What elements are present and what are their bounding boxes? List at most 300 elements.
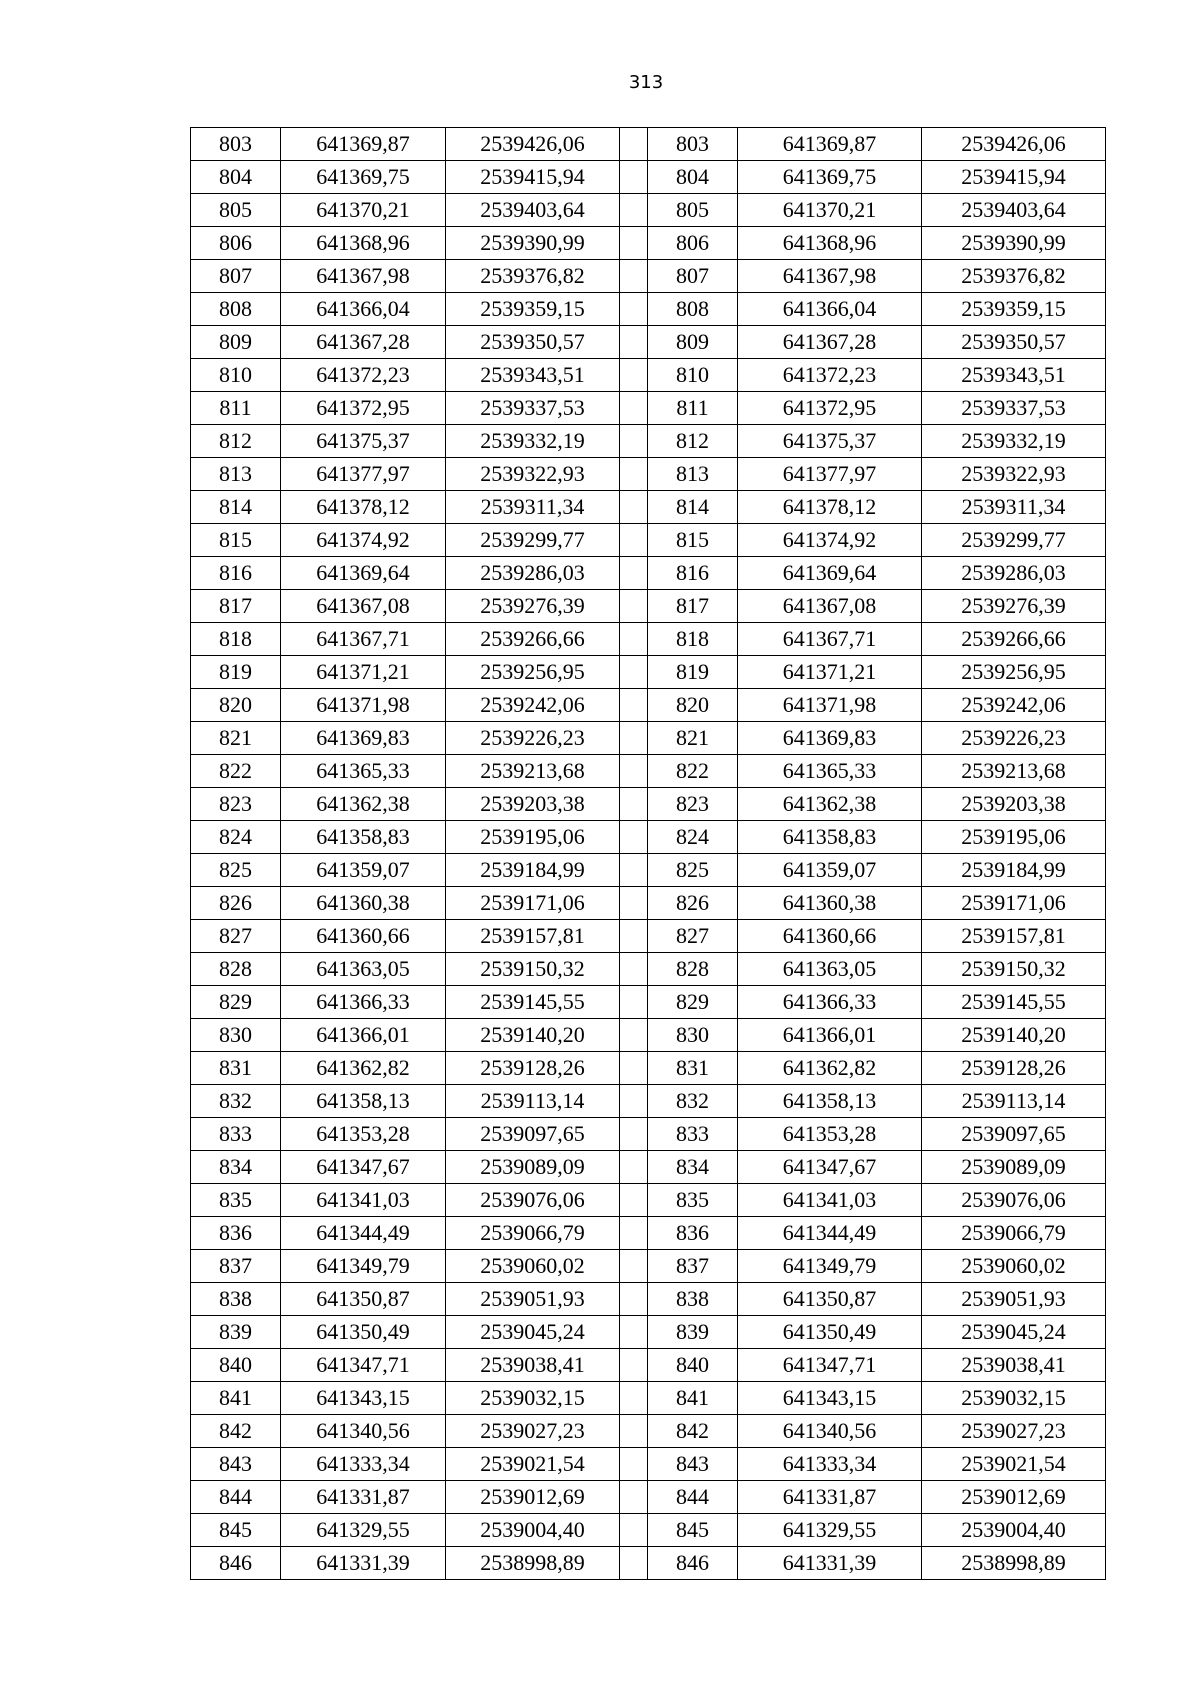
point-number-cell: 823	[648, 788, 738, 821]
x-coordinate-cell: 641359,07	[738, 854, 922, 887]
y-coordinate-cell: 2539337,53	[446, 392, 620, 425]
y-coordinate-cell: 2539066,79	[446, 1217, 620, 1250]
point-number-cell: 830	[648, 1019, 738, 1052]
spacer-cell	[620, 1448, 648, 1481]
point-number-cell: 812	[191, 425, 281, 458]
table-row	[191, 1514, 1106, 1547]
x-coordinate-cell: 641374,92	[281, 524, 446, 557]
spacer-cell	[620, 227, 648, 260]
point-number-cell: 824	[648, 821, 738, 854]
point-number-cell: 823	[191, 788, 281, 821]
spacer-cell	[620, 194, 648, 227]
point-number-cell: 803	[648, 128, 738, 161]
point-number-cell: 841	[191, 1382, 281, 1415]
page-number: 313	[628, 72, 664, 93]
point-number-cell: 816	[191, 557, 281, 590]
x-coordinate-cell: 641366,04	[281, 293, 446, 326]
x-coordinate-cell: 641366,33	[281, 986, 446, 1019]
x-coordinate-cell: 641378,12	[281, 491, 446, 524]
spacer-cell	[620, 1217, 648, 1250]
spacer-cell	[620, 1316, 648, 1349]
point-number-cell: 834	[648, 1151, 738, 1184]
point-number-cell: 814	[191, 491, 281, 524]
point-number-cell: 835	[191, 1184, 281, 1217]
y-coordinate-cell: 2539359,15	[922, 293, 1106, 326]
point-number-cell: 811	[191, 392, 281, 425]
x-coordinate-cell: 641372,23	[281, 359, 446, 392]
point-number-cell: 829	[648, 986, 738, 1019]
x-coordinate-cell: 641371,21	[738, 656, 922, 689]
point-number-cell: 813	[191, 458, 281, 491]
x-coordinate-cell: 641353,28	[281, 1118, 446, 1151]
y-coordinate-cell: 2539242,06	[446, 689, 620, 722]
y-coordinate-cell: 2539337,53	[922, 392, 1106, 425]
point-number-cell: 844	[191, 1481, 281, 1514]
y-coordinate-cell: 2539390,99	[446, 227, 620, 260]
point-number-cell: 843	[648, 1448, 738, 1481]
y-coordinate-cell: 2539051,93	[922, 1283, 1106, 1316]
x-coordinate-cell: 641368,96	[738, 227, 922, 260]
y-coordinate-cell: 2539145,55	[446, 986, 620, 1019]
x-coordinate-cell: 641369,75	[738, 161, 922, 194]
table-row	[191, 491, 1106, 524]
y-coordinate-cell: 2539286,03	[446, 557, 620, 590]
y-coordinate-cell: 2539045,24	[922, 1316, 1106, 1349]
table-row	[191, 986, 1106, 1019]
x-coordinate-cell: 641372,95	[738, 392, 922, 425]
x-coordinate-cell: 641329,55	[738, 1514, 922, 1547]
x-coordinate-cell: 641367,28	[738, 326, 922, 359]
x-coordinate-cell: 641366,01	[281, 1019, 446, 1052]
point-number-cell: 815	[191, 524, 281, 557]
x-coordinate-cell: 641377,97	[281, 458, 446, 491]
x-coordinate-cell: 641367,71	[738, 623, 922, 656]
table-row	[191, 425, 1106, 458]
y-coordinate-cell: 2539403,64	[446, 194, 620, 227]
y-coordinate-cell: 2539097,65	[446, 1118, 620, 1151]
table-row	[191, 1448, 1106, 1481]
y-coordinate-cell: 2539157,81	[446, 920, 620, 953]
y-coordinate-cell: 2539032,15	[922, 1382, 1106, 1415]
x-coordinate-cell: 641349,79	[281, 1250, 446, 1283]
table-row	[191, 689, 1106, 722]
y-coordinate-cell: 2539032,15	[446, 1382, 620, 1415]
x-coordinate-cell: 641362,82	[738, 1052, 922, 1085]
x-coordinate-cell: 641344,49	[281, 1217, 446, 1250]
point-number-cell: 844	[648, 1481, 738, 1514]
y-coordinate-cell: 2539150,32	[446, 953, 620, 986]
x-coordinate-cell: 641333,34	[738, 1448, 922, 1481]
point-number-cell: 820	[191, 689, 281, 722]
point-number-cell: 817	[191, 590, 281, 623]
y-coordinate-cell: 2539403,64	[922, 194, 1106, 227]
x-coordinate-cell: 641329,55	[281, 1514, 446, 1547]
y-coordinate-cell: 2539145,55	[922, 986, 1106, 1019]
table-row	[191, 1349, 1106, 1382]
spacer-cell	[620, 1184, 648, 1217]
x-coordinate-cell: 641366,33	[738, 986, 922, 1019]
y-coordinate-cell: 2539184,99	[922, 854, 1106, 887]
spacer-cell	[620, 1415, 648, 1448]
table-row	[191, 656, 1106, 689]
y-coordinate-cell: 2539066,79	[922, 1217, 1106, 1250]
point-number-cell: 819	[648, 656, 738, 689]
table-row	[191, 1151, 1106, 1184]
point-number-cell: 833	[191, 1118, 281, 1151]
x-coordinate-cell: 641368,96	[281, 227, 446, 260]
y-coordinate-cell: 2539415,94	[446, 161, 620, 194]
y-coordinate-cell: 2539027,23	[446, 1415, 620, 1448]
spacer-cell	[620, 260, 648, 293]
point-number-cell: 839	[648, 1316, 738, 1349]
x-coordinate-cell: 641365,33	[281, 755, 446, 788]
spacer-cell	[620, 293, 648, 326]
spacer-cell	[620, 1085, 648, 1118]
point-number-cell: 819	[191, 656, 281, 689]
table-row	[191, 1085, 1106, 1118]
spacer-cell	[620, 392, 648, 425]
y-coordinate-cell: 2539051,93	[446, 1283, 620, 1316]
y-coordinate-cell: 2539060,02	[922, 1250, 1106, 1283]
table-row	[191, 1547, 1106, 1580]
table-row	[191, 887, 1106, 920]
point-number-cell: 807	[191, 260, 281, 293]
spacer-cell	[620, 986, 648, 1019]
y-coordinate-cell: 2539038,41	[922, 1349, 1106, 1382]
x-coordinate-cell: 641344,49	[738, 1217, 922, 1250]
spacer-cell	[620, 161, 648, 194]
table-row	[191, 557, 1106, 590]
point-number-cell: 826	[648, 887, 738, 920]
y-coordinate-cell: 2539256,95	[446, 656, 620, 689]
point-number-cell: 845	[648, 1514, 738, 1547]
x-coordinate-cell: 641372,95	[281, 392, 446, 425]
table-row	[191, 953, 1106, 986]
point-number-cell: 831	[648, 1052, 738, 1085]
spacer-cell	[620, 1019, 648, 1052]
x-coordinate-cell: 641359,07	[281, 854, 446, 887]
table-row	[191, 1019, 1106, 1052]
point-number-cell: 835	[648, 1184, 738, 1217]
spacer-cell	[620, 1349, 648, 1382]
table-row	[191, 458, 1106, 491]
point-number-cell: 833	[648, 1118, 738, 1151]
x-coordinate-cell: 641333,34	[281, 1448, 446, 1481]
spacer-cell	[620, 623, 648, 656]
y-coordinate-cell: 2539350,57	[446, 326, 620, 359]
point-number-cell: 816	[648, 557, 738, 590]
x-coordinate-cell: 641340,56	[281, 1415, 446, 1448]
point-number-cell: 838	[648, 1283, 738, 1316]
y-coordinate-cell: 2539027,23	[922, 1415, 1106, 1448]
table-row	[191, 920, 1106, 953]
spacer-cell	[620, 656, 648, 689]
point-number-cell: 840	[191, 1349, 281, 1382]
point-number-cell: 826	[191, 887, 281, 920]
y-coordinate-cell: 2539097,65	[922, 1118, 1106, 1151]
y-coordinate-cell: 2539266,66	[446, 623, 620, 656]
point-number-cell: 821	[191, 722, 281, 755]
y-coordinate-cell: 2539286,03	[922, 557, 1106, 590]
spacer-cell	[620, 788, 648, 821]
x-coordinate-cell: 641378,12	[738, 491, 922, 524]
y-coordinate-cell: 2539150,32	[922, 953, 1106, 986]
y-coordinate-cell: 2539012,69	[446, 1481, 620, 1514]
x-coordinate-cell: 641366,04	[738, 293, 922, 326]
point-number-cell: 810	[648, 359, 738, 392]
y-coordinate-cell: 2539195,06	[446, 821, 620, 854]
point-number-cell: 820	[648, 689, 738, 722]
y-coordinate-cell: 2539089,09	[446, 1151, 620, 1184]
point-number-cell: 822	[648, 755, 738, 788]
spacer-cell	[620, 821, 648, 854]
table-row	[191, 1481, 1106, 1514]
point-number-cell: 821	[648, 722, 738, 755]
y-coordinate-cell: 2539276,39	[922, 590, 1106, 623]
y-coordinate-cell: 2539322,93	[446, 458, 620, 491]
y-coordinate-cell: 2539426,06	[446, 128, 620, 161]
y-coordinate-cell: 2539060,02	[446, 1250, 620, 1283]
point-number-cell: 828	[648, 953, 738, 986]
table-row	[191, 1052, 1106, 1085]
point-number-cell: 843	[191, 1448, 281, 1481]
x-coordinate-cell: 641362,38	[738, 788, 922, 821]
y-coordinate-cell: 2539140,20	[446, 1019, 620, 1052]
spacer-cell	[620, 1052, 648, 1085]
x-coordinate-cell: 641350,49	[281, 1316, 446, 1349]
table-row	[191, 1217, 1106, 1250]
point-number-cell: 827	[648, 920, 738, 953]
point-number-cell: 808	[191, 293, 281, 326]
point-number-cell: 822	[191, 755, 281, 788]
x-coordinate-cell: 641371,98	[281, 689, 446, 722]
spacer-cell	[620, 458, 648, 491]
point-number-cell: 829	[191, 986, 281, 1019]
x-coordinate-cell: 641367,08	[281, 590, 446, 623]
x-coordinate-cell: 641362,82	[281, 1052, 446, 1085]
x-coordinate-cell: 641358,13	[738, 1085, 922, 1118]
x-coordinate-cell: 641371,21	[281, 656, 446, 689]
x-coordinate-cell: 641374,92	[738, 524, 922, 557]
x-coordinate-cell: 641347,67	[281, 1151, 446, 1184]
y-coordinate-cell: 2539203,38	[446, 788, 620, 821]
x-coordinate-cell: 641367,98	[281, 260, 446, 293]
table-row	[191, 227, 1106, 260]
y-coordinate-cell: 2539089,09	[922, 1151, 1106, 1184]
x-coordinate-cell: 641371,98	[738, 689, 922, 722]
y-coordinate-cell: 2539415,94	[922, 161, 1106, 194]
point-number-cell: 805	[191, 194, 281, 227]
x-coordinate-cell: 641375,37	[281, 425, 446, 458]
x-coordinate-cell: 641331,39	[281, 1547, 446, 1580]
spacer-cell	[620, 1118, 648, 1151]
spacer-cell	[620, 491, 648, 524]
x-coordinate-cell: 641365,33	[738, 755, 922, 788]
x-coordinate-cell: 641377,97	[738, 458, 922, 491]
x-coordinate-cell: 641369,75	[281, 161, 446, 194]
x-coordinate-cell: 641358,83	[281, 821, 446, 854]
spacer-cell	[620, 557, 648, 590]
table-row	[191, 755, 1106, 788]
y-coordinate-cell: 2539038,41	[446, 1349, 620, 1382]
y-coordinate-cell: 2539350,57	[922, 326, 1106, 359]
y-coordinate-cell: 2539128,26	[446, 1052, 620, 1085]
coordinates-table-body	[191, 128, 1106, 1580]
x-coordinate-cell: 641360,38	[738, 887, 922, 920]
point-number-cell: 846	[648, 1547, 738, 1580]
x-coordinate-cell: 641331,39	[738, 1547, 922, 1580]
table-row	[191, 722, 1106, 755]
point-number-cell: 824	[191, 821, 281, 854]
y-coordinate-cell: 2539332,19	[446, 425, 620, 458]
point-number-cell: 804	[648, 161, 738, 194]
spacer-cell	[620, 1382, 648, 1415]
point-number-cell: 815	[648, 524, 738, 557]
y-coordinate-cell: 2539157,81	[922, 920, 1106, 953]
y-coordinate-cell: 2539376,82	[922, 260, 1106, 293]
point-number-cell: 832	[191, 1085, 281, 1118]
x-coordinate-cell: 641350,49	[738, 1316, 922, 1349]
y-coordinate-cell: 2539332,19	[922, 425, 1106, 458]
point-number-cell: 811	[648, 392, 738, 425]
table-row	[191, 821, 1106, 854]
x-coordinate-cell: 641360,38	[281, 887, 446, 920]
y-coordinate-cell: 2539299,77	[922, 524, 1106, 557]
x-coordinate-cell: 641358,13	[281, 1085, 446, 1118]
table-row	[191, 1283, 1106, 1316]
point-number-cell: 804	[191, 161, 281, 194]
y-coordinate-cell: 2539076,06	[446, 1184, 620, 1217]
y-coordinate-cell: 2538998,89	[922, 1547, 1106, 1580]
y-coordinate-cell: 2539012,69	[922, 1481, 1106, 1514]
point-number-cell: 830	[191, 1019, 281, 1052]
table-row	[191, 1382, 1106, 1415]
y-coordinate-cell: 2539045,24	[446, 1316, 620, 1349]
point-number-cell: 806	[191, 227, 281, 260]
spacer-cell	[620, 1283, 648, 1316]
x-coordinate-cell: 641367,71	[281, 623, 446, 656]
y-coordinate-cell: 2539311,34	[922, 491, 1106, 524]
y-coordinate-cell: 2539226,23	[446, 722, 620, 755]
x-coordinate-cell: 641331,87	[738, 1481, 922, 1514]
x-coordinate-cell: 641367,08	[738, 590, 922, 623]
spacer-cell	[620, 854, 648, 887]
point-number-cell: 827	[191, 920, 281, 953]
point-number-cell: 837	[191, 1250, 281, 1283]
table-row	[191, 128, 1106, 161]
y-coordinate-cell: 2539343,51	[446, 359, 620, 392]
y-coordinate-cell: 2539213,68	[922, 755, 1106, 788]
spacer-cell	[620, 920, 648, 953]
x-coordinate-cell: 641366,01	[738, 1019, 922, 1052]
y-coordinate-cell: 2539171,06	[446, 887, 620, 920]
y-coordinate-cell: 2539171,06	[922, 887, 1106, 920]
spacer-cell	[620, 1481, 648, 1514]
spacer-cell	[620, 128, 648, 161]
table-row	[191, 1184, 1106, 1217]
table-row	[191, 1316, 1106, 1349]
point-number-cell: 842	[648, 1415, 738, 1448]
point-number-cell: 828	[191, 953, 281, 986]
spacer-cell	[620, 1514, 648, 1547]
x-coordinate-cell: 641331,87	[281, 1481, 446, 1514]
point-number-cell: 817	[648, 590, 738, 623]
point-number-cell: 807	[648, 260, 738, 293]
y-coordinate-cell: 2539128,26	[922, 1052, 1106, 1085]
y-coordinate-cell: 2539203,38	[922, 788, 1106, 821]
x-coordinate-cell: 641363,05	[281, 953, 446, 986]
x-coordinate-cell: 641375,37	[738, 425, 922, 458]
y-coordinate-cell: 2539276,39	[446, 590, 620, 623]
table-row	[191, 1118, 1106, 1151]
x-coordinate-cell: 641347,71	[281, 1349, 446, 1382]
x-coordinate-cell: 641367,28	[281, 326, 446, 359]
y-coordinate-cell: 2539343,51	[922, 359, 1106, 392]
x-coordinate-cell: 641370,21	[738, 194, 922, 227]
x-coordinate-cell: 641369,87	[281, 128, 446, 161]
point-number-cell: 836	[648, 1217, 738, 1250]
spacer-cell	[620, 326, 648, 359]
table-row	[191, 854, 1106, 887]
y-coordinate-cell: 2539213,68	[446, 755, 620, 788]
x-coordinate-cell: 641340,56	[738, 1415, 922, 1448]
table-row	[191, 161, 1106, 194]
y-coordinate-cell: 2539376,82	[446, 260, 620, 293]
y-coordinate-cell: 2539004,40	[922, 1514, 1106, 1547]
point-number-cell: 818	[191, 623, 281, 656]
point-number-cell: 832	[648, 1085, 738, 1118]
table-row	[191, 194, 1106, 227]
y-coordinate-cell: 2539021,54	[446, 1448, 620, 1481]
x-coordinate-cell: 641347,67	[738, 1151, 922, 1184]
point-number-cell: 818	[648, 623, 738, 656]
point-number-cell: 813	[648, 458, 738, 491]
y-coordinate-cell: 2539195,06	[922, 821, 1106, 854]
y-coordinate-cell: 2539226,23	[922, 722, 1106, 755]
table-row	[191, 590, 1106, 623]
spacer-cell	[620, 1151, 648, 1184]
x-coordinate-cell: 641370,21	[281, 194, 446, 227]
table-row	[191, 788, 1106, 821]
spacer-cell	[620, 590, 648, 623]
table-row	[191, 1415, 1106, 1448]
point-number-cell: 841	[648, 1382, 738, 1415]
x-coordinate-cell: 641341,03	[738, 1184, 922, 1217]
y-coordinate-cell: 2539426,06	[922, 128, 1106, 161]
x-coordinate-cell: 641353,28	[738, 1118, 922, 1151]
table-row	[191, 1250, 1106, 1283]
point-number-cell: 845	[191, 1514, 281, 1547]
y-coordinate-cell: 2539004,40	[446, 1514, 620, 1547]
x-coordinate-cell: 641350,87	[281, 1283, 446, 1316]
x-coordinate-cell: 641347,71	[738, 1349, 922, 1382]
spacer-cell	[620, 755, 648, 788]
point-number-cell: 809	[648, 326, 738, 359]
y-coordinate-cell: 2538998,89	[446, 1547, 620, 1580]
x-coordinate-cell: 641369,64	[281, 557, 446, 590]
point-number-cell: 836	[191, 1217, 281, 1250]
x-coordinate-cell: 641372,23	[738, 359, 922, 392]
y-coordinate-cell: 2539256,95	[922, 656, 1106, 689]
point-number-cell: 825	[648, 854, 738, 887]
x-coordinate-cell: 641349,79	[738, 1250, 922, 1283]
y-coordinate-cell: 2539021,54	[922, 1448, 1106, 1481]
y-coordinate-cell: 2539359,15	[446, 293, 620, 326]
spacer-cell	[620, 689, 648, 722]
y-coordinate-cell: 2539311,34	[446, 491, 620, 524]
point-number-cell: 810	[191, 359, 281, 392]
point-number-cell: 812	[648, 425, 738, 458]
